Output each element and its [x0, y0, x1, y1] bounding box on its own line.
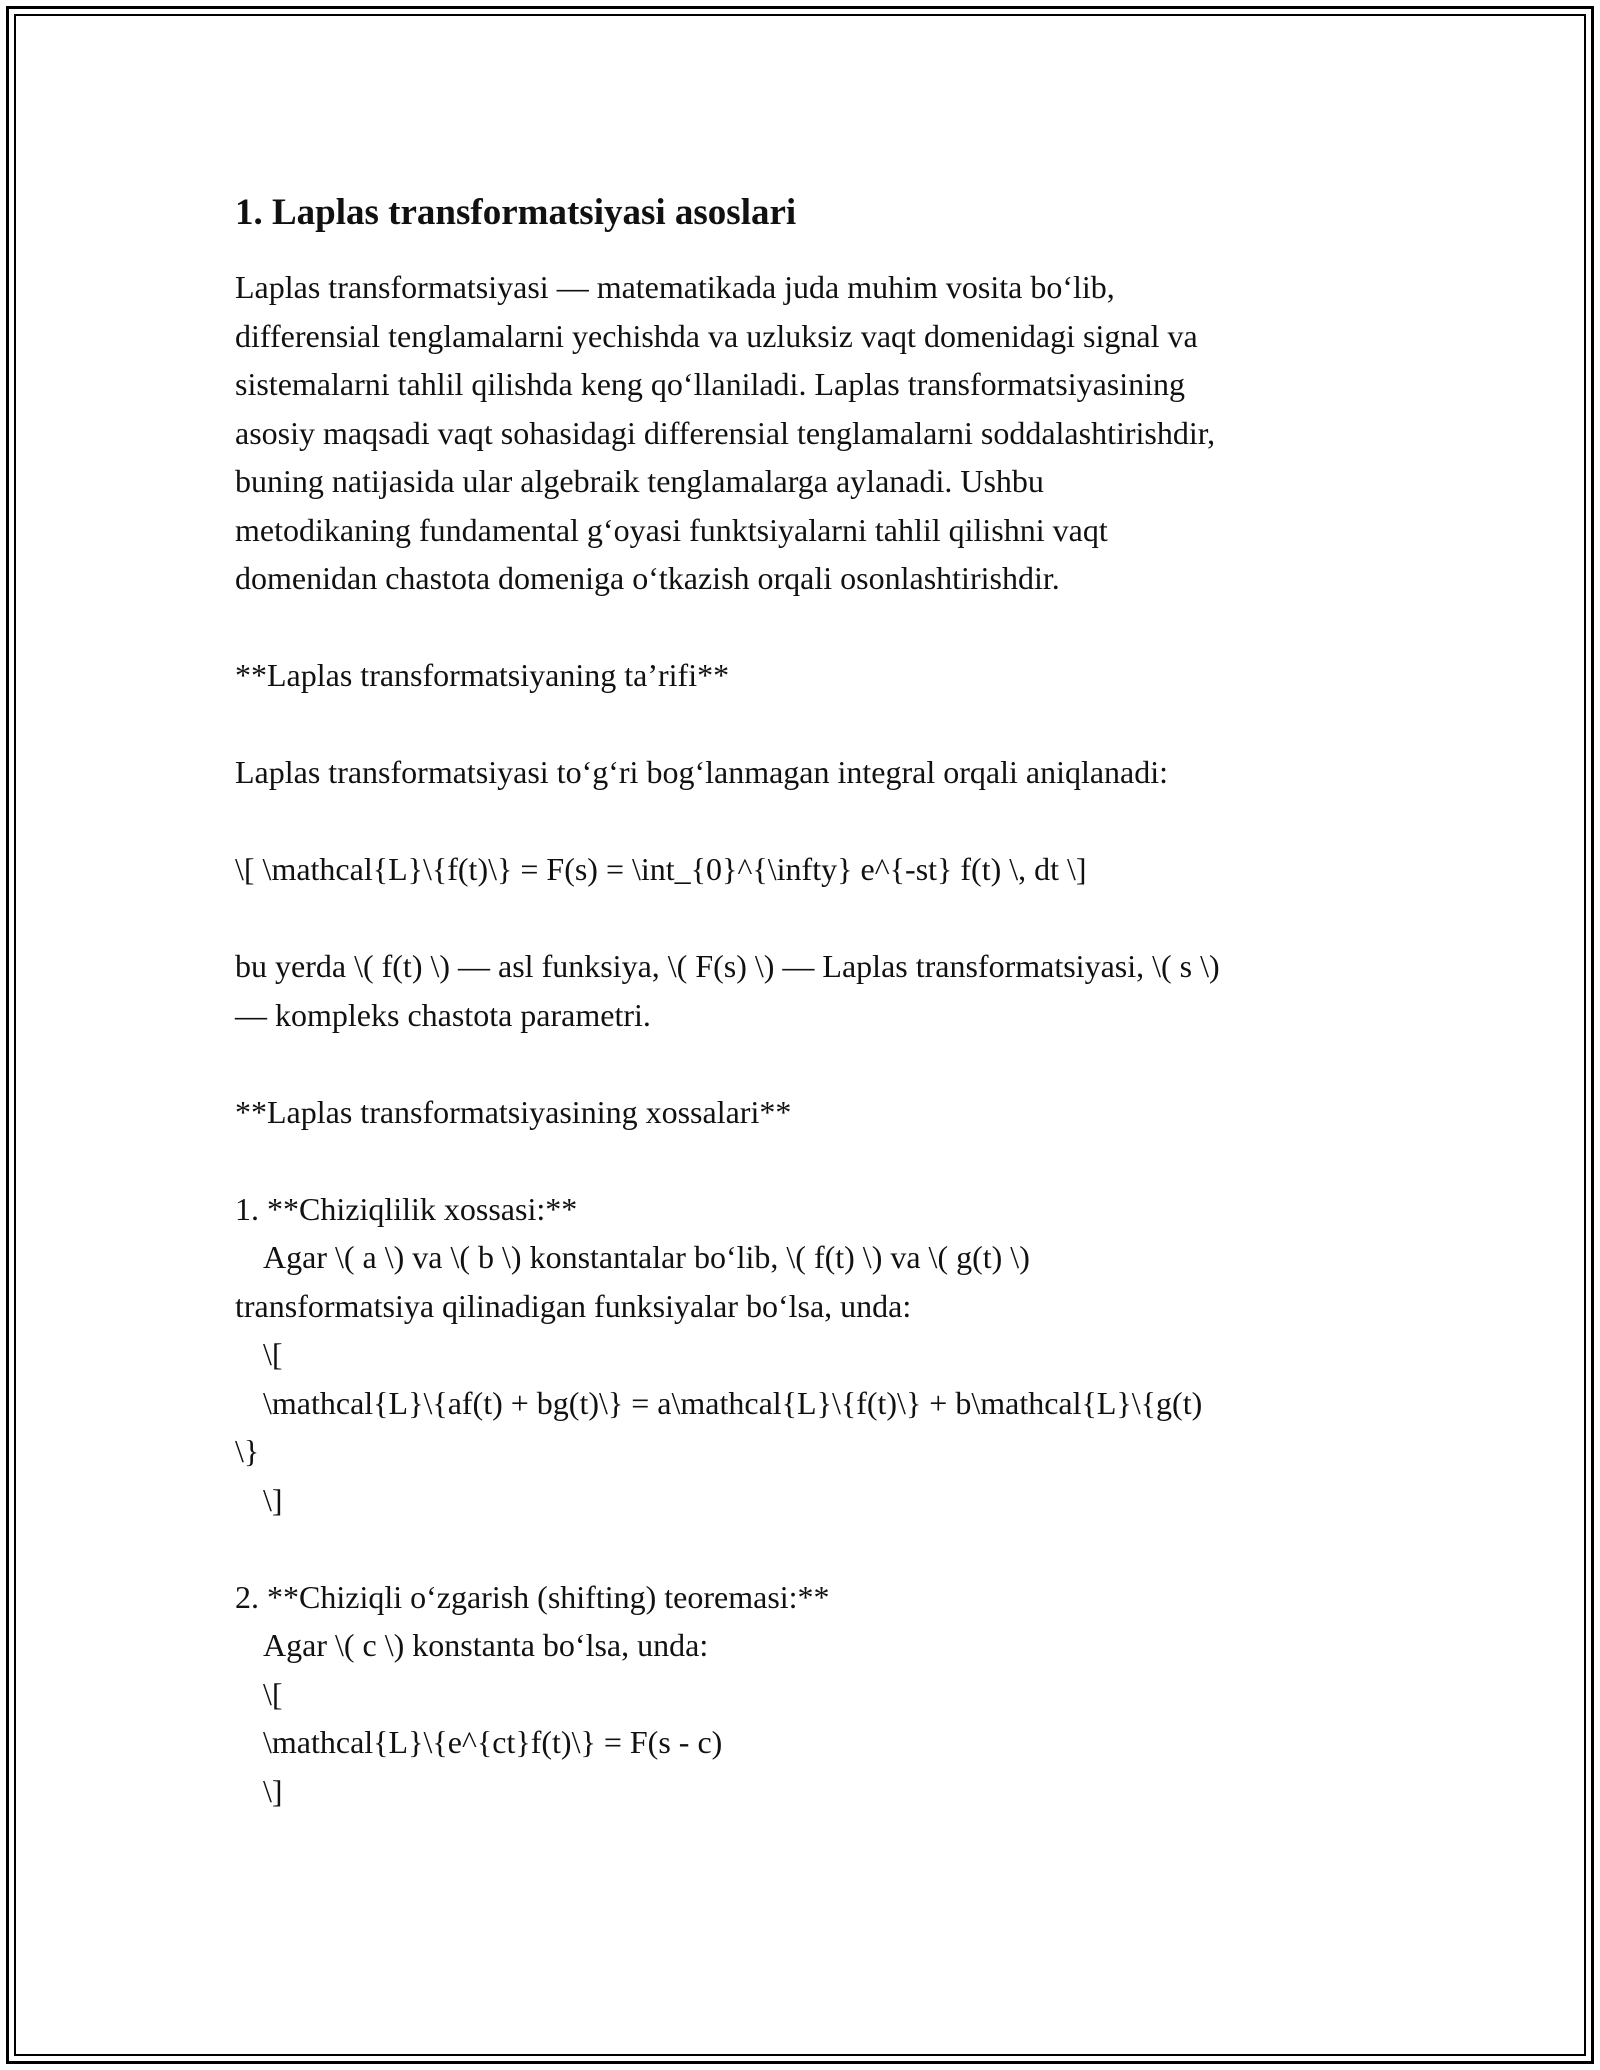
- intro-line: differensial tenglamalarni yechishda va uzluksiz vaqt domenidagi signal va: [235, 317, 1198, 354]
- property-formula: \mathcal{L}\{af(t) + bg(t)\} = a\mathcal{L}\{f(t)\} + b\mathcal{L}\{g(t): [263, 1384, 1203, 1421]
- formula-close: \]: [263, 1772, 283, 1809]
- property-title: 2. **Chiziqli o‘zgarish (shifting) teoremasi:**: [235, 1578, 830, 1615]
- property-title: 1. **Chiziqlilik xossasi:**: [235, 1190, 578, 1227]
- definition-text: Laplas transformatsiyasi to‘g‘ri bog‘lanmagan integral orqali aniqlanadi:: [235, 754, 1169, 790]
- definition-heading: **Laplas transformatsiyaning ta’rifi**: [235, 657, 730, 693]
- property-linearity: [235, 1185, 1375, 1525]
- formula-open: \[: [263, 1675, 283, 1712]
- property-shifting: [235, 1573, 1375, 1816]
- intro-line: domenidan chastota domeniga o‘tkazish orqali osonlashtirishdir.: [235, 560, 1060, 596]
- intro-line: Laplas transformatsiyasi — matematikada juda muhim vosita bo‘lib,: [235, 269, 1115, 305]
- property-formula: \mathcal{L}\{e^{ct}f(t)\} = F(s - c): [263, 1724, 723, 1760]
- definition-formula: \[ \mathcal{L}\{f(t)\} = F(s) = \int_{0}^{\infty} e^{-st} f(t) \, dt \]: [235, 851, 1087, 887]
- property-text: Agar \( a \) va \( b \) konstantalar bo‘lib, \( f(t) \) va \( g(t) \): [263, 1239, 1030, 1275]
- intro-line: asosiy maqsadi vaqt sohasidagi differensial tenglamalarni soddalashtirishdir,: [235, 414, 1216, 451]
- definition-explanation-line: — kompleks chastota parametri.: [235, 996, 651, 1033]
- property-text: Agar \( c \) konstanta bo‘lsa, unda:: [263, 1627, 709, 1663]
- intro-line: metodikaning fundamental g‘oyasi funktsiyalarni tahlil qilishni vaqt: [235, 511, 1108, 548]
- formula-open: \[: [263, 1336, 283, 1372]
- intro-line: sistemalarni tahlil qilishda keng qo‘llaniladi. Laplas transformatsiyasining: [235, 366, 1186, 402]
- intro-line: buning natijasida ular algebraik tenglamalarga aylanadi. Ushbu: [235, 463, 1044, 499]
- definition-explanation-line: bu yerda \( f(t) \) — asl funksiya, \( F(s) \) — Laplas transformatsiyasi, \( s \): [235, 948, 1220, 984]
- intro-paragraph: [235, 263, 1375, 603]
- properties-heading: **Laplas transformatsiyasining xossalari**: [235, 1093, 792, 1130]
- formula-close: \]: [263, 1481, 283, 1518]
- section-title: 1. Laplas transformatsiyasi asoslari: [235, 192, 797, 233]
- property-text: transformatsiya qilinadigan funksiyalar bo‘lsa, unda:: [235, 1287, 912, 1324]
- document-page: [235, 185, 1375, 1815]
- document-body: [235, 263, 1375, 1815]
- property-formula: \}: [235, 1433, 260, 1469]
